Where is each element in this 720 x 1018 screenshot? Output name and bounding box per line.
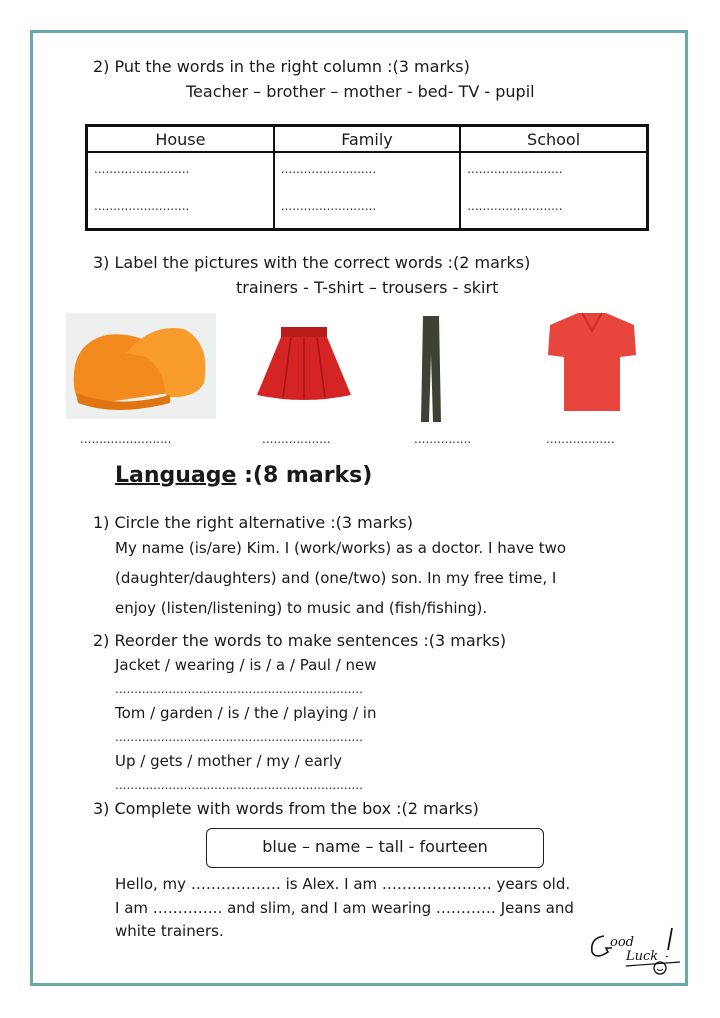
blank-line: ......................... <box>467 162 563 176</box>
picture-blank-1[interactable]: ........................ <box>80 432 172 446</box>
tshirt-image <box>546 309 638 413</box>
q3-line: I am ………….. and slim, and I am wearing ………… Jeans and <box>115 899 574 917</box>
q2-item: Up / gets / mother / my / early <box>115 752 342 770</box>
blank-line: ......................... <box>94 162 190 176</box>
family-cell[interactable] <box>274 152 460 230</box>
q2-title: 2) Reorder the words to make sentences :(3 marks) <box>93 631 507 650</box>
trousers-image <box>420 314 442 424</box>
blank-line: ......................... <box>280 162 377 176</box>
answer-line[interactable]: ................................................................. <box>115 682 363 696</box>
q2-item: Tom / garden / is / the / playing / in <box>115 704 377 722</box>
word-column-table <box>85 124 649 231</box>
svg-text:ood: ood <box>610 935 634 950</box>
picture-blank-3[interactable]: ............... <box>414 432 472 446</box>
q1-line: enjoy (listen/listening) to music and (fish/fishing). <box>115 599 488 617</box>
picture-blank-4[interactable]: .................. <box>546 432 615 446</box>
language-heading <box>115 463 372 488</box>
svg-text:Luck: Luck <box>626 949 659 964</box>
section3-word-bank: trainers - T-shirt – trousers - skirt <box>236 278 499 297</box>
school-cell[interactable] <box>460 152 647 230</box>
picture-blank-2[interactable]: .................. <box>262 432 331 446</box>
blank-line: ......................... <box>467 199 563 213</box>
column-school: School <box>460 126 647 153</box>
trainers-image <box>66 313 216 419</box>
word-box: blue – name – tall - fourteen <box>206 828 544 868</box>
column-house: House <box>87 126 274 153</box>
q1-line: My name (is/are) Kim. I (work/works) as a doctor. I have two <box>115 539 567 557</box>
q2-item: Jacket / wearing / is / a / Paul / new <box>115 656 377 674</box>
blank-line: ......................... <box>94 199 190 213</box>
q1-line: (daughter/daughters) and (one/two) son. In my free time, I <box>115 569 557 587</box>
section2-title: 2) Put the words in the right column :(3 marks) <box>93 57 470 76</box>
q3-title: 3) Complete with words from the box :(2 marks) <box>93 799 479 818</box>
section3-title: 3) Label the pictures with the correct words :(2 marks) <box>93 253 531 272</box>
column-family: Family <box>274 126 460 153</box>
language-title: Language <box>115 463 237 488</box>
answer-line[interactable]: ................................................................. <box>115 778 363 792</box>
language-marks: :(8 marks) <box>236 463 373 488</box>
q1-title: 1) Circle the right alternative :(3 marks) <box>93 513 413 532</box>
blank-line: ......................... <box>280 199 377 213</box>
answer-line[interactable]: ................................................................. <box>115 730 363 744</box>
good-luck-signature <box>586 922 682 978</box>
skirt-image <box>255 325 353 401</box>
house-cell[interactable] <box>87 152 274 230</box>
section2-word-bank: Teacher – brother – mother - bed- TV - pupil <box>186 82 535 101</box>
q3-line: Hello, my ……………… is Alex. I am …………………. years old. <box>115 875 571 893</box>
q3-line: white trainers. <box>115 922 224 940</box>
